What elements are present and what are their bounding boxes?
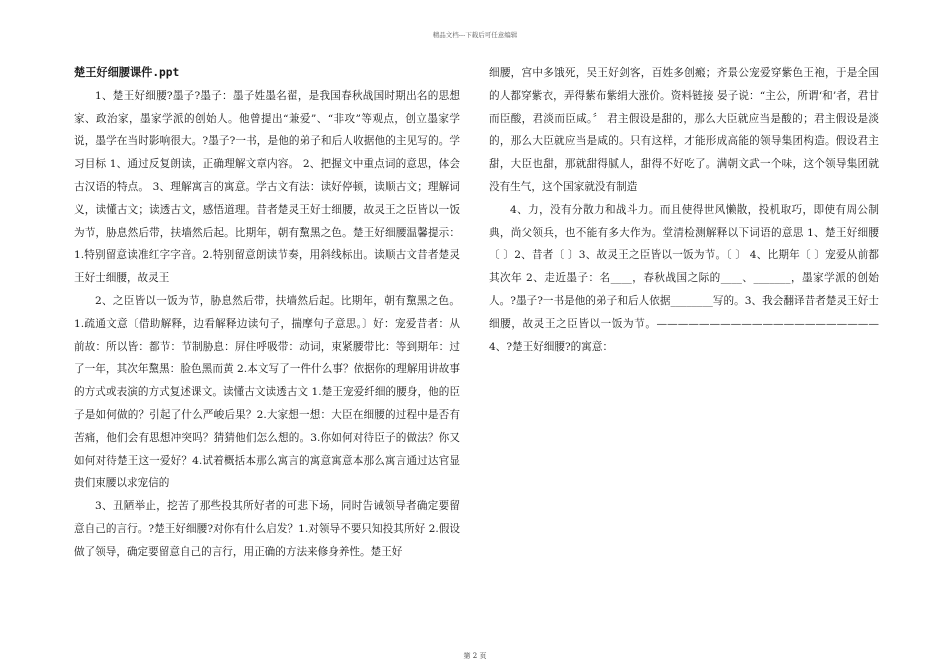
- document-title: 楚王好细腰课件.ppt: [74, 66, 180, 79]
- paragraph: 2、之臣皆以一饭为节，胁息然后带，扶墙然后起。比期年，朝有黧黑之色。1.疏通文意〔借助解释，边看解释边读句子，揣摩句子意思。〕好：宠爱昔者：从前故：所以皆：都节：节制胁息：屏住呼吸带：动词，束紧腰带比：等到期年：过了一年，其次年黧黑：脸色黑而黄 2.本文写了一件什么事？依据你的理解用讲故事的方式或表演的方式复述课文。读懂古文读透古文 1.楚王宠爱纤细的腰身，他的臣子是如何做的？引起了什么严峻后果？2.大家想一想：大臣在细腰的过程中是否有苦痛，他们会有思想冲突吗？猜猜他们怎么想的。3.你如何对待臣子的做法？你又如何对待楚王这一爱好？4.试着概括本那么寓言的寓意寓意本那么寓言通过达官显贵们束腰以求宠信的: [74, 294, 460, 490]
- paragraph: 4、力，没有分散力和战斗力。而且使得世风懒散，投机取巧，即使有周公制典，尚父领兵，也不能有多大作为。堂清检测解释以下词语的意思 1、楚王好细腰〔 〕2、昔者〔 〕3、故灵王之臣皆以一饭为节。〔 〕 4、比期年〔 〕宠爱从前都其次年 2、走近墨子：名____，春秋战国之际的____、_______，墨家学派的创始人。?墨子?一书是他的弟子和后人依据________写的。3、我会翻译昔者楚灵王好士细腰，故灵王之臣皆以一饭为节。—————————————————————4、?楚王好细腰?的寓意：: [489, 203, 879, 353]
- right-column: [489, 62, 879, 358]
- paragraph: 3、丑陋举止，挖苦了那些投其所好者的可悲下场，同时告诫领导者确定要留意自己的言行。?楚王好细腰?对你有什么启发？1.对领导不要只知投其所好 2.假设做了领导，确定要留意自己的言行，用正确的方法来修身养性。楚王好: [74, 500, 460, 558]
- paragraph: 细腰，宫中多饿死，吴王好剑客，百姓多创瘢；齐景公宠爱穿紫色王袍，于是全国的人都穿紫衣，弄得紫布紫绢大涨价。资料链接 晏子说：“主公，所谓‘和’者，君甘而臣酸，君淡而臣咸。〞 君主假设是甜的，那么大臣就应当是酸的；君主假设是淡的，那么大臣就应当是咸的。只有这样，才能形成高能的领导集团构造。假设君主甜，大臣也甜，那就甜得腻人，甜得不好吃了。满朝文武一个味，这个领导集团就没有生气，这个国家就没有制造: [489, 67, 879, 193]
- page-number: 第 2 页: [463, 652, 487, 660]
- left-column: [74, 62, 460, 564]
- paragraph: 1、楚王好细腰?墨子?墨子：墨子姓墨名翟，是我国春秋战国时期出名的思想家、政治家，墨家学派的创始人。他曾提出“兼爱”、“非攻”等观点，创立墨家学说，墨学在当时影响很大。?墨子?一书，是他的弟子和后人收据他的主见写的。学习目标 1、通过反复朗读，正确理解文章内容。 2、把握文中重点词的意思，体会古汉语的特点。 3、理解寓言的寓意。学古文有法：读好停顿，读顺古文；理解词义，读懂古文；读透古文，感悟道理。昔者楚灵王好士细腰，故灵王之臣皆以一饭为节，胁息然后带，扶墙然后起。比期年，朝有黧黑之色。楚王好细腰温馨提示：1.特别留意读准红字字音。2.特别留意朗读节奏，用斜线标出。读顺古文昔者楚灵王好士细腰，故灵王: [74, 89, 460, 285]
- page-header: 精品文档---下载后可任意编辑: [432, 31, 518, 39]
